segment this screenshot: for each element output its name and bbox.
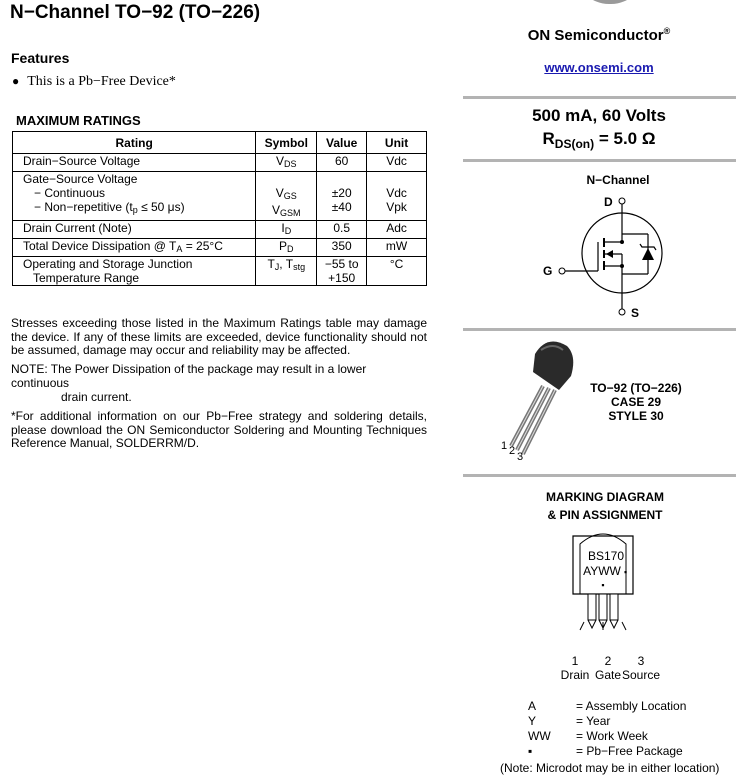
feature-text: This is a Pb−Free Device* <box>27 74 176 89</box>
ratings-title: MAXIMUM RATINGS <box>16 113 141 128</box>
pin-d-label: D <box>604 195 613 209</box>
unit-cell: Adc <box>367 221 427 239</box>
package-pin-1-label: 1 <box>501 440 508 452</box>
symbol-cell: $P_D$ <box>256 239 317 257</box>
symbol-cell: $V_{GS}$ $V_{GSM}$ <box>256 172 317 221</box>
table-row <box>13 257 427 286</box>
value-cell: ±20 ±40 <box>317 172 367 221</box>
value-cell: 60 <box>317 154 367 172</box>
package-pin-2-label: 2 <box>509 445 516 457</box>
table-row <box>13 221 427 239</box>
pin-g-label: G <box>543 264 553 278</box>
marking-legend <box>528 699 686 759</box>
stress-note: Stresses exceeding those listed in the Maximum Ratings table may damage the device. If any of these limits are exceeded, device functionality should not be assumed, damage may occur and reliability may be affected. <box>11 316 427 357</box>
value-cell: −55 to +150 <box>317 257 367 286</box>
rating-cell: Operating and Storage Junction Temperature Range <box>13 257 256 286</box>
legend-row: WW = Work Week <box>528 729 648 743</box>
mosfet-schematic-icon <box>540 190 680 320</box>
microdot-icon: ▪ <box>601 580 605 590</box>
symbol-cell: $I_D$ <box>256 221 317 239</box>
column-header: Unit <box>367 132 427 154</box>
table-row <box>13 239 427 257</box>
spec-rds-on: $R_{DS(on)} = 5.0$ Ω <box>542 129 656 151</box>
value-cell: 0.5 <box>317 221 367 239</box>
pin-3: 3 Source <box>621 654 661 682</box>
symbol-cell: $T_J$, $T_{stg}$ <box>256 257 317 286</box>
channel-label: N−Channel <box>586 173 650 187</box>
divider <box>463 159 736 162</box>
value-cell: 350 <box>317 239 367 257</box>
pbfree-note: *For additional information on our Pb−Free strategy and soldering details, please download the ON Semiconductor Soldering and Mounting Techniques Reference Manual, SOLDERRM/D. <box>11 409 427 450</box>
symbol-cell: $V_{DS}$ <box>256 154 317 172</box>
package-pin-3-label: 3 <box>517 451 524 463</box>
unit-cell: °C <box>367 257 427 286</box>
pin-s-label: S <box>631 306 640 320</box>
table-header-row <box>13 132 427 154</box>
legend-row: A = Assembly Location <box>528 699 687 713</box>
rating-cell: Drain Current (Note) <box>13 221 256 239</box>
ratings-table <box>12 131 427 286</box>
unit-cell: Vdc Vpk <box>367 172 427 221</box>
pin-1: 1 Drain <box>560 654 590 682</box>
table-row <box>13 154 427 172</box>
website-link[interactable]: www.onsemi.com <box>544 60 654 75</box>
unit-cell: Vdc <box>367 154 427 172</box>
features-heading: Features <box>11 50 70 66</box>
page-title: N−Channel TO−92 (TO−226) <box>10 2 261 23</box>
package-label: TO−92 (TO−226) CASE 29 STYLE 30 <box>590 381 682 423</box>
divider <box>463 474 736 477</box>
divider <box>463 96 736 99</box>
rating-cell: Gate−Source Voltage − Continuous − Non−repetitive ($t_p \le 50$ μs) <box>13 172 256 221</box>
legend-row: Y = Year <box>528 714 611 728</box>
brand-name: ON Semiconductor® <box>527 26 671 44</box>
unit-cell: mW <box>367 239 427 257</box>
microdot-note: (Note: Microdot may be in either location) <box>500 761 720 775</box>
divider <box>463 328 736 331</box>
pin-2: 2 Gate <box>594 654 621 682</box>
power-note: NOTE: The Power Dissipation of the package may result in a lower continuous drain current. <box>11 362 367 404</box>
column-header: Value <box>317 132 367 154</box>
rating-cell: Total Device Dissipation @ $T_A = 25^\circ C$ <box>13 239 256 257</box>
marking-diagram-icon <box>568 530 648 650</box>
bullet-icon: ● <box>12 74 20 88</box>
marking-code-line2: AYWW <box>583 564 621 578</box>
column-header: Rating <box>13 132 256 154</box>
features-list-item <box>12 74 176 90</box>
column-header: Symbol <box>256 132 317 154</box>
spec-current-voltage: 500 mA, 60 Volts <box>532 106 666 125</box>
rating-cell: Drain−Source Voltage <box>13 154 256 172</box>
microdot-icon: ▪ <box>624 567 628 577</box>
logo-icon <box>575 0 645 4</box>
legend-row: ▪ = Pb−Free Package <box>528 744 683 758</box>
table-row <box>13 172 427 221</box>
marking-title: MARKING DIAGRAM & PIN ASSIGNMENT <box>546 490 664 522</box>
marking-code-line1: BS170 <box>587 549 625 563</box>
